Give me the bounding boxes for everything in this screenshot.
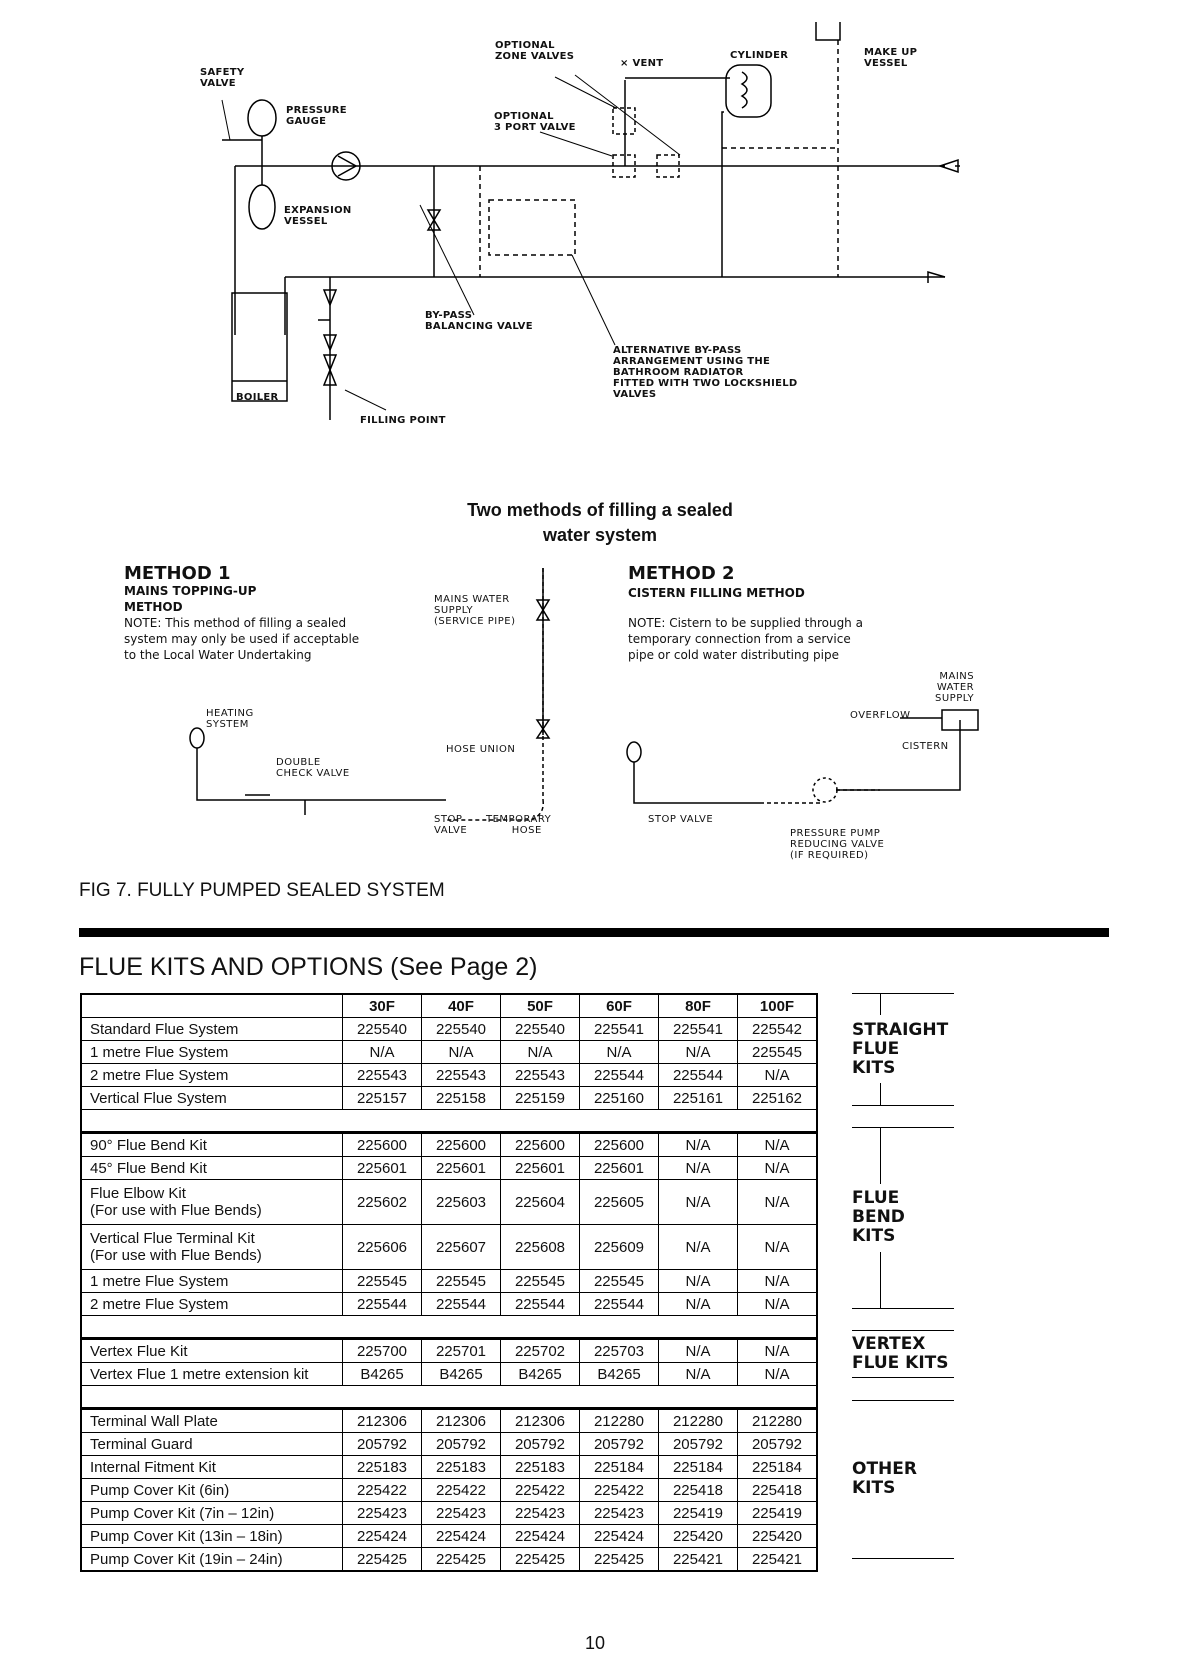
part-number-cell: N/A: [659, 1157, 738, 1180]
part-number-cell: 225421: [738, 1548, 818, 1572]
method2-subheading: CISTERN FILLING METHOD: [628, 586, 805, 600]
part-number-cell: 225420: [738, 1525, 818, 1548]
row-label: Vertical Flue Terminal Kit (For use with Flue Bends): [81, 1225, 343, 1270]
part-number-cell: 225422: [580, 1479, 659, 1502]
table-row: [81, 1525, 817, 1548]
table-row: [81, 1293, 817, 1316]
part-number-cell: 212306: [501, 1409, 580, 1433]
part-number-cell: 225158: [422, 1087, 501, 1110]
part-number-cell: 225540: [422, 1018, 501, 1041]
part-number-cell: 225425: [422, 1548, 501, 1572]
part-number-cell: 225545: [343, 1270, 422, 1293]
part-number-cell: 225423: [422, 1502, 501, 1525]
part-number-cell: 225418: [738, 1479, 818, 1502]
part-number-cell: 225701: [422, 1339, 501, 1363]
row-label: Pump Cover Kit (19in – 24in): [81, 1548, 343, 1572]
label-make-up-vessel: MAKE UP VESSEL: [864, 47, 918, 69]
part-number-cell: 225600: [422, 1133, 501, 1157]
label-boiler: BOILER: [236, 392, 279, 403]
table-row: [81, 1087, 817, 1110]
table-row: [81, 1456, 817, 1479]
divider-bar: [79, 928, 1109, 937]
part-number-cell: 225424: [580, 1525, 659, 1548]
part-number-cell: B4265: [343, 1363, 422, 1386]
method1-subheading: MAINS TOPPING-UP METHOD: [124, 584, 257, 614]
part-number-cell: 225425: [580, 1548, 659, 1572]
column-header: 100F: [738, 994, 818, 1018]
part-number-cell: 225601: [501, 1157, 580, 1180]
part-number-cell: 225543: [343, 1064, 422, 1087]
table-row: [81, 1339, 817, 1363]
part-number-cell: 225184: [738, 1456, 818, 1479]
column-header: 40F: [422, 994, 501, 1018]
part-number-cell: 212280: [738, 1409, 818, 1433]
part-number-cell: 225601: [343, 1157, 422, 1180]
table-row: [81, 1270, 817, 1293]
part-number-cell: 225545: [501, 1270, 580, 1293]
label-hose-union: HOSE UNION: [446, 744, 516, 755]
part-number-cell: N/A: [659, 1041, 738, 1064]
part-number-cell: 205792: [422, 1433, 501, 1456]
table-row: [81, 1041, 817, 1064]
part-number-cell: 225420: [659, 1525, 738, 1548]
row-label: Vertex Flue 1 metre extension kit: [81, 1363, 343, 1386]
part-number-cell: N/A: [738, 1180, 818, 1225]
part-number-cell: N/A: [738, 1293, 818, 1316]
part-number-cell: 212280: [580, 1409, 659, 1433]
section-separator: [81, 1110, 817, 1133]
part-number-cell: 225540: [501, 1018, 580, 1041]
flue-kits-table: [80, 993, 818, 1572]
row-label: 1 metre Flue System: [81, 1041, 343, 1064]
bracket-line: [852, 993, 954, 994]
part-number-cell: 205792: [738, 1433, 818, 1456]
section-separator: [81, 1316, 817, 1339]
part-number-cell: 225543: [501, 1064, 580, 1087]
part-number-cell: 225422: [422, 1479, 501, 1502]
part-number-cell: N/A: [501, 1041, 580, 1064]
part-number-cell: 225606: [343, 1225, 422, 1270]
part-number-cell: B4265: [501, 1363, 580, 1386]
method1-heading: METHOD 1: [124, 563, 231, 584]
part-number-cell: 225161: [659, 1087, 738, 1110]
method2-heading: METHOD 2: [628, 563, 735, 584]
bracket-line: [880, 1252, 881, 1309]
separator-cell: [81, 1110, 817, 1133]
part-number-cell: 225541: [659, 1018, 738, 1041]
label-vent: × VENT: [620, 58, 664, 69]
group-label: STRAIGHT FLUE KITS: [852, 1019, 949, 1078]
method2-note: NOTE: Cistern to be supplied through a temporary connection from a service pipe or cold water distributing pipe: [628, 616, 863, 662]
part-number-cell: 212306: [343, 1409, 422, 1433]
page-number: 10: [585, 1633, 606, 1653]
part-number-cell: 225424: [343, 1525, 422, 1548]
part-number-cell: 225544: [580, 1064, 659, 1087]
part-number-cell: 225543: [422, 1064, 501, 1087]
part-number-cell: N/A: [738, 1363, 818, 1386]
part-number-cell: 225602: [343, 1180, 422, 1225]
part-number-cell: 225421: [659, 1548, 738, 1572]
part-number-cell: 225600: [343, 1133, 422, 1157]
label-filling-point: FILLING POINT: [360, 415, 446, 426]
label-stop-valve: STOP VALVE: [434, 814, 468, 836]
section-separator: [81, 1386, 817, 1409]
bracket-line: [852, 1308, 954, 1309]
bracket-line: [880, 993, 881, 1015]
method1-note: NOTE: This method of filling a sealed system may only be used if acceptable to the Local Water Undertaking: [124, 616, 360, 662]
label-expansion-vessel: EXPANSION VESSEL: [284, 205, 352, 227]
label-stop-valve-2: STOP VALVE: [648, 814, 714, 825]
flue-kits-title: FLUE KITS AND OPTIONS (See Page 2): [79, 953, 538, 981]
table-row: [81, 1157, 817, 1180]
part-number-cell: 225424: [501, 1525, 580, 1548]
part-number-cell: 225418: [659, 1479, 738, 1502]
part-number-cell: 225419: [738, 1502, 818, 1525]
label-temporary-hose: TEMPORARY HOSE: [486, 814, 552, 836]
separator-cell: [81, 1316, 817, 1339]
table-row: [81, 1180, 817, 1225]
part-number-cell: 225603: [422, 1180, 501, 1225]
part-number-cell: N/A: [343, 1041, 422, 1064]
part-number-cell: 225160: [580, 1087, 659, 1110]
table-row: [81, 1064, 817, 1087]
label-overflow: OVERFLOW: [850, 710, 911, 721]
row-label: 2 metre Flue System: [81, 1064, 343, 1087]
part-number-cell: N/A: [580, 1041, 659, 1064]
filling-methods-title: Two methods of filling a sealed water system: [467, 500, 733, 545]
row-label: Terminal Wall Plate: [81, 1409, 343, 1433]
label-cylinder: CYLINDER: [730, 50, 789, 61]
part-number-cell: 225542: [738, 1018, 818, 1041]
part-number-cell: N/A: [659, 1270, 738, 1293]
label-pressure-gauge: PRESSURE GAUGE: [286, 105, 347, 127]
label-heating-system: HEATING SYSTEM: [206, 708, 254, 730]
row-label: Pump Cover Kit (7in – 12in): [81, 1502, 343, 1525]
part-number-cell: 225162: [738, 1087, 818, 1110]
part-number-cell: 212280: [659, 1409, 738, 1433]
label-double-check-valve: DOUBLE CHECK VALVE: [276, 757, 350, 779]
table-header-row: [81, 994, 817, 1018]
part-number-cell: 225544: [501, 1293, 580, 1316]
part-number-cell: 225183: [422, 1456, 501, 1479]
column-header: 60F: [580, 994, 659, 1018]
label-alternative-bypass: ALTERNATIVE BY-PASS ARRANGEMENT USING THE BATHROOM RADIATOR FITTED WITH TWO LOCKSHIELD VALVES: [613, 345, 798, 400]
bracket-line: [852, 1105, 954, 1106]
part-number-cell: 225423: [343, 1502, 422, 1525]
row-label: Pump Cover Kit (13in – 18in): [81, 1525, 343, 1548]
part-number-cell: 205792: [501, 1433, 580, 1456]
part-number-cell: N/A: [738, 1270, 818, 1293]
part-number-cell: 225601: [422, 1157, 501, 1180]
part-number-cell: 225423: [501, 1502, 580, 1525]
part-number-cell: 225607: [422, 1225, 501, 1270]
part-number-cell: N/A: [659, 1225, 738, 1270]
bracket-line: [880, 1127, 881, 1184]
part-number-cell: 225545: [422, 1270, 501, 1293]
part-number-cell: 225425: [343, 1548, 422, 1572]
part-number-cell: 225183: [501, 1456, 580, 1479]
part-number-cell: 225424: [422, 1525, 501, 1548]
part-number-cell: 225184: [659, 1456, 738, 1479]
separator-cell: [81, 1386, 817, 1409]
part-number-cell: N/A: [738, 1064, 818, 1087]
part-number-cell: N/A: [659, 1339, 738, 1363]
part-number-cell: 225544: [422, 1293, 501, 1316]
bracket-line: [852, 1330, 954, 1331]
table-row: [81, 1479, 817, 1502]
bracket-line: [852, 1377, 954, 1378]
part-number-cell: 205792: [343, 1433, 422, 1456]
bracket-line: [852, 1558, 954, 1559]
label-safety-valve: SAFETY VALVE: [200, 67, 245, 89]
label-mains-water-supply-2: MAINS WATER SUPPLY: [935, 671, 975, 704]
part-number-cell: 225545: [580, 1270, 659, 1293]
part-number-cell: 225600: [580, 1133, 659, 1157]
part-number-cell: 225540: [343, 1018, 422, 1041]
label-optional-3-port-valve: OPTIONAL 3 PORT VALVE: [494, 111, 576, 133]
label-bypass-balancing-valve: BY-PASS BALANCING VALVE: [425, 310, 533, 332]
part-number-cell: 225545: [738, 1041, 818, 1064]
header-blank: [81, 994, 343, 1018]
column-header: 30F: [343, 994, 422, 1018]
row-label: Vertex Flue Kit: [81, 1339, 343, 1363]
table-row: [81, 1409, 817, 1433]
part-number-cell: N/A: [422, 1041, 501, 1064]
part-number-cell: 225702: [501, 1339, 580, 1363]
figure-caption: FIG 7. FULLY PUMPED SEALED SYSTEM: [79, 880, 445, 901]
part-number-cell: 205792: [659, 1433, 738, 1456]
part-number-cell: N/A: [738, 1133, 818, 1157]
row-label: Vertical Flue System: [81, 1087, 343, 1110]
bracket-line: [852, 1400, 954, 1401]
label-pressure-pump: PRESSURE PUMP REDUCING VALVE (IF REQUIRED): [790, 828, 885, 861]
label-cistern: CISTERN: [902, 741, 949, 752]
group-label: FLUE BEND KITS: [852, 1188, 905, 1246]
table-row: [81, 1363, 817, 1386]
group-label: VERTEX FLUE KITS: [852, 1333, 949, 1373]
column-header: 80F: [659, 994, 738, 1018]
part-number-cell: N/A: [738, 1157, 818, 1180]
label-mains-water-supply: MAINS WATER SUPPLY (SERVICE PIPE): [434, 594, 516, 627]
part-number-cell: N/A: [659, 1133, 738, 1157]
part-number-cell: 225700: [343, 1339, 422, 1363]
part-number-cell: 225544: [580, 1293, 659, 1316]
row-label: Pump Cover Kit (6in): [81, 1479, 343, 1502]
part-number-cell: 225609: [580, 1225, 659, 1270]
part-number-cell: N/A: [738, 1225, 818, 1270]
row-label: Standard Flue System: [81, 1018, 343, 1041]
part-number-cell: 225422: [343, 1479, 422, 1502]
part-number-cell: 225601: [580, 1157, 659, 1180]
part-number-cell: 212306: [422, 1409, 501, 1433]
bracket-line: [880, 1083, 881, 1105]
row-label: Internal Fitment Kit: [81, 1456, 343, 1479]
part-number-cell: 225423: [580, 1502, 659, 1525]
part-number-cell: 225184: [580, 1456, 659, 1479]
group-label: OTHER KITS: [852, 1459, 917, 1498]
table-row: [81, 1133, 817, 1157]
part-number-cell: 225183: [343, 1456, 422, 1479]
part-number-cell: 225544: [659, 1064, 738, 1087]
part-number-cell: 225703: [580, 1339, 659, 1363]
table-row: [81, 1018, 817, 1041]
row-label: 45° Flue Bend Kit: [81, 1157, 343, 1180]
table-row: [81, 1502, 817, 1525]
table-row: [81, 1548, 817, 1572]
part-number-cell: 225419: [659, 1502, 738, 1525]
part-number-cell: 225605: [580, 1180, 659, 1225]
part-number-cell: 225157: [343, 1087, 422, 1110]
part-number-cell: 225541: [580, 1018, 659, 1041]
part-number-cell: 205792: [580, 1433, 659, 1456]
part-number-cell: B4265: [580, 1363, 659, 1386]
part-number-cell: 225159: [501, 1087, 580, 1110]
part-number-cell: B4265: [422, 1363, 501, 1386]
row-label: 2 metre Flue System: [81, 1293, 343, 1316]
row-label: 90° Flue Bend Kit: [81, 1133, 343, 1157]
label-optional-zone-valves: OPTIONAL ZONE VALVES: [495, 40, 575, 62]
part-number-cell: 225422: [501, 1479, 580, 1502]
part-number-cell: N/A: [659, 1180, 738, 1225]
row-label: 1 metre Flue System: [81, 1270, 343, 1293]
part-number-cell: N/A: [659, 1363, 738, 1386]
part-number-cell: 225608: [501, 1225, 580, 1270]
part-number-cell: 225604: [501, 1180, 580, 1225]
table-row: [81, 1433, 817, 1456]
part-number-cell: 225600: [501, 1133, 580, 1157]
column-header: 50F: [501, 994, 580, 1018]
table-row: [81, 1225, 817, 1270]
part-number-cell: 225425: [501, 1548, 580, 1572]
part-number-cell: 225544: [343, 1293, 422, 1316]
bracket-line: [852, 1127, 954, 1128]
part-number-cell: N/A: [659, 1293, 738, 1316]
row-label: Flue Elbow Kit (For use with Flue Bends): [81, 1180, 343, 1225]
row-label: Terminal Guard: [81, 1433, 343, 1456]
part-number-cell: N/A: [738, 1339, 818, 1363]
